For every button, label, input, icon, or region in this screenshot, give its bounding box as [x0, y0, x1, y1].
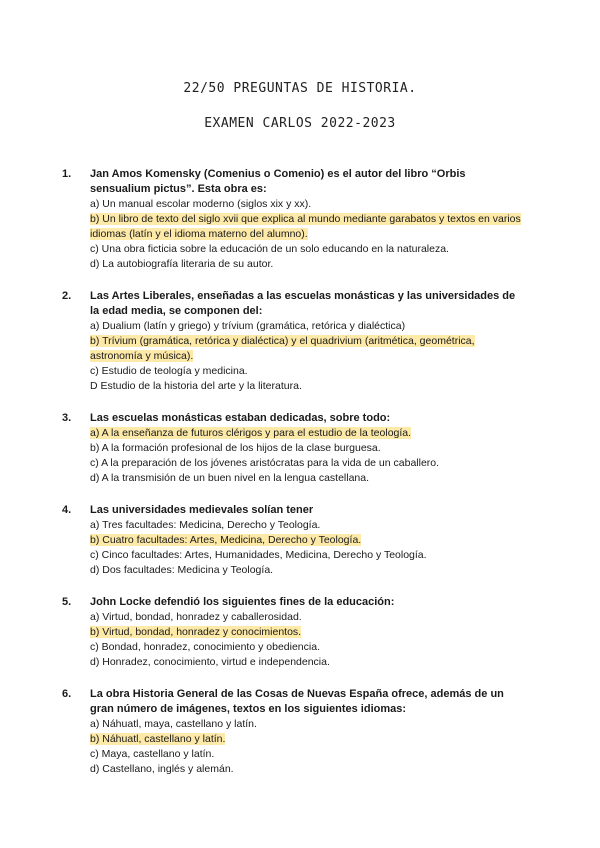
option-text: a) Un manual escolar moderno (siglos xix y xx). [90, 198, 312, 210]
question-6 [62, 687, 522, 777]
option-text: a) Dualium (latín y griego) y trívium (gramática, retórica y dialéctica) [90, 320, 406, 332]
option-d [90, 379, 522, 394]
option-d [90, 471, 522, 486]
option-a-correct [90, 426, 522, 441]
option-text: d) A la transmisión de un buen nivel en la lengua castellana. [90, 472, 370, 484]
option-text: d) Castellano, inglés y alemán. [90, 763, 234, 775]
option-text: D Estudio de la historia del arte y la literatura. [90, 380, 302, 392]
option-b-correct [90, 212, 522, 242]
question-text: Jan Amos Komensky (Comenius o Comenio) es el autor del libro “Orbis sensualium pictus”. Esta obra es: [90, 168, 466, 195]
option-text: c) Una obra ficticia sobre la educación de un solo educando en la naturaleza. [90, 243, 449, 255]
option-b-correct [90, 732, 522, 747]
option-text: d) Dos facultades: Medicina y Teología. [90, 564, 274, 576]
exam-title: 22/50 PREGUNTAS DE HISTORIA. [183, 81, 417, 96]
option-text: d) Honradez, conocimiento, virtud e independencia. [90, 656, 330, 668]
option-d [90, 563, 522, 578]
question-number: 4. [62, 504, 72, 516]
question-5 [62, 595, 522, 670]
option-a [90, 610, 522, 625]
option-c [90, 364, 522, 379]
question-text: Las Artes Liberales, enseñadas a las escuelas monásticas y las universidades de la edad media, se componen del: [90, 290, 516, 317]
question-number: 3. [62, 412, 72, 424]
option-d [90, 655, 522, 670]
option-a [90, 319, 522, 334]
highlighted-answer: b) Un libro de texto del siglo xvii que explica al mundo mediante garabatos y textos en varios idiomas (latín y el idioma materno del alumno). [90, 213, 521, 240]
option-a [90, 717, 522, 732]
highlighted-answer: a) A la enseñanza de futuros clérigos y para el estudio de la teología. [90, 427, 412, 439]
highlighted-answer: b) Virtud, bondad, honradez y conocimientos. [90, 626, 302, 638]
option-c [90, 548, 522, 563]
option-a [90, 197, 522, 212]
option-b-correct [90, 533, 522, 548]
question-number: 1. [62, 168, 72, 180]
option-text: c) Maya, castellano y latín. [90, 748, 215, 760]
option-c [90, 242, 522, 257]
option-c [90, 747, 522, 762]
option-text: a) Tres facultades: Medicina, Derecho y Teología. [90, 519, 321, 531]
option-text: b) A la formación profesional de los hijos de la clase burguesa. [90, 442, 381, 454]
option-text: c) Bondad, honradez, conocimiento y obediencia. [90, 641, 320, 653]
option-text: c) A la preparación de los jóvenes aristócratas para la vida de un caballero. [90, 457, 440, 469]
highlighted-answer: b) Trívium (gramática, retórica y dialéctica) y el quadrivium (aritmética, geométrica, astronomía y música). [90, 335, 475, 362]
option-d [90, 257, 522, 272]
question-text: La obra Historia General de las Cosas de Nuevas España ofrece, además de un gran número de imágenes, textos en los siguientes idiomas: [90, 688, 504, 715]
option-text: a) Náhuatl, maya, castellano y latín. [90, 718, 257, 730]
highlighted-answer: b) Cuatro facultades: Artes, Medicina, Derecho y Teología. [90, 534, 362, 546]
option-a [90, 518, 522, 533]
question-list [62, 167, 522, 794]
option-text: d) La autobiografía literaria de su autor. [90, 258, 274, 270]
option-text: c) Cinco facultades: Artes, Humanidades, Medicina, Derecho y Teología. [90, 549, 427, 561]
option-c [90, 640, 522, 655]
question-1 [62, 167, 522, 272]
question-text: Las escuelas monásticas estaban dedicadas, sobre todo: [90, 412, 391, 424]
question-text: Las universidades medievales solían tener [90, 504, 314, 516]
option-c [90, 456, 522, 471]
question-number: 6. [62, 688, 72, 700]
question-4 [62, 503, 522, 578]
option-text: a) Virtud, bondad, honradez y caballerosidad. [90, 611, 302, 623]
option-text: c) Estudio de teología y medicina. [90, 365, 248, 377]
question-number: 2. [62, 290, 72, 302]
option-b-correct [90, 334, 522, 364]
question-text: John Locke defendió los siguientes fines de la educación: [90, 596, 395, 608]
question-2 [62, 289, 522, 394]
exam-subtitle: EXAMEN CARLOS 2022-2023 [204, 116, 396, 131]
option-b [90, 441, 522, 456]
highlighted-answer: b) Náhuatl, castellano y latín. [90, 733, 226, 745]
question-number: 5. [62, 596, 72, 608]
question-3 [62, 411, 522, 486]
option-b-correct [90, 625, 522, 640]
option-d [90, 762, 522, 777]
